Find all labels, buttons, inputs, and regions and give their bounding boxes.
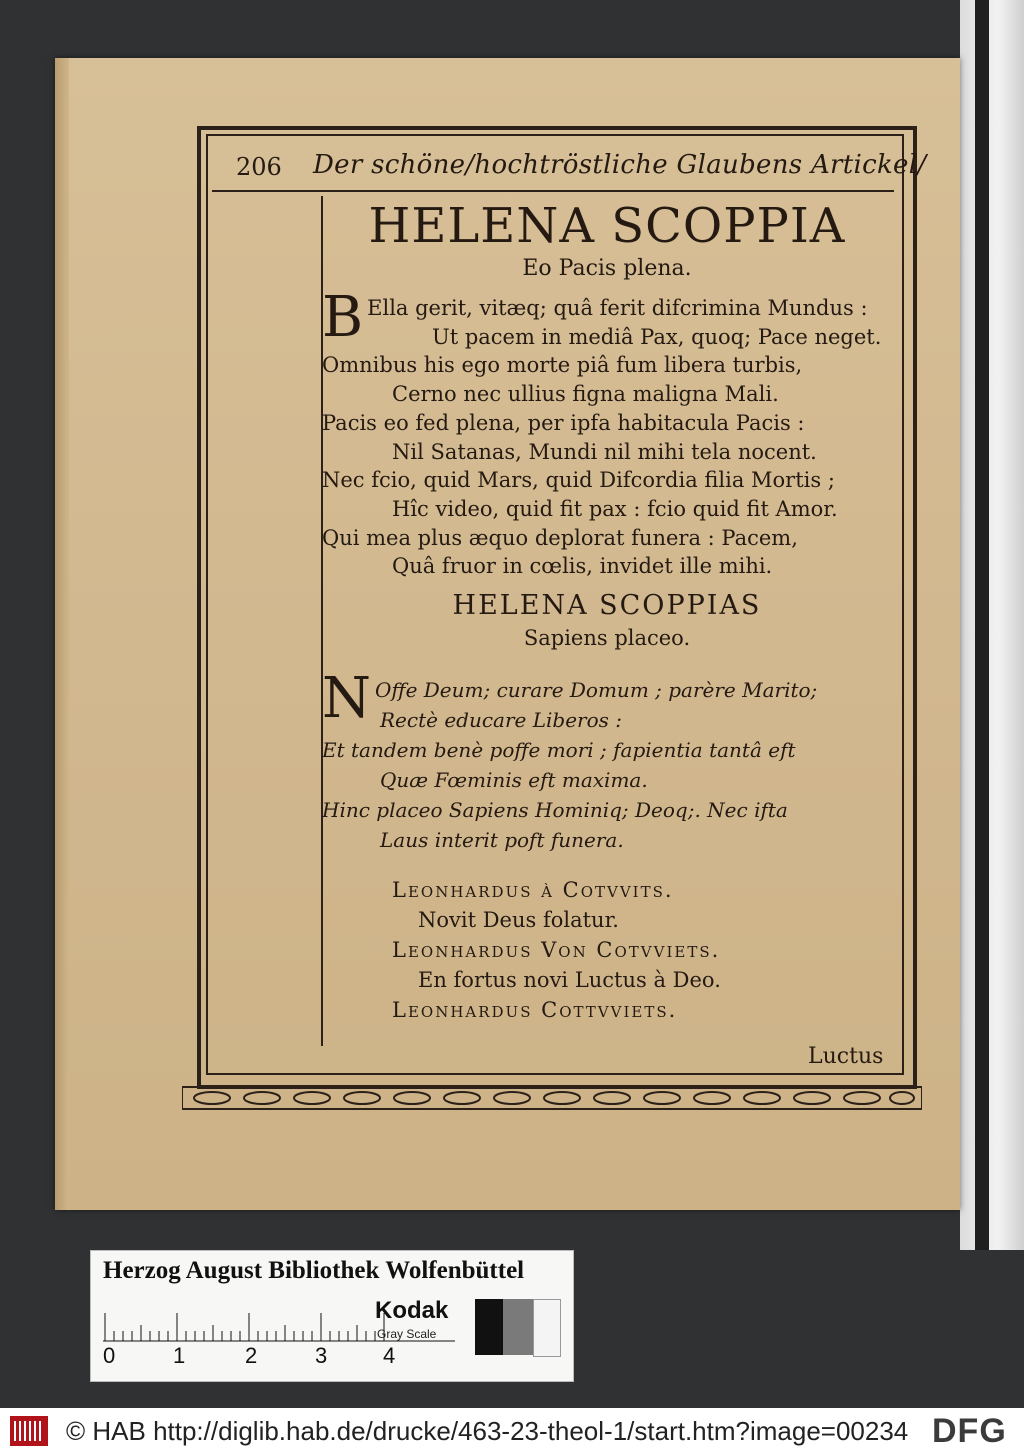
hab-logo-icon	[10, 1416, 48, 1446]
swatch-gray	[503, 1299, 533, 1355]
page-edge	[55, 58, 69, 1210]
footer-credit-link[interactable]: © HAB http://diglib.hab.de/drucke/463-23-theol-1/start.htm?image=00234	[66, 1416, 909, 1446]
running-head: Der schöne/hochtröstliche Glaubens Artickel/	[313, 150, 927, 180]
footer-bar	[0, 1408, 1024, 1455]
verse-line: Laus interit poft funera.	[380, 828, 624, 853]
verse-line: Et tandem benè poffe mori ; fapientia tantâ eft	[322, 738, 796, 763]
name-line: Leonhardus Von Cotvviets.	[392, 938, 721, 963]
verse-line: Nil Satanas, Mundi nil mihi tela nocent.	[392, 439, 817, 464]
dropcap-n: N	[322, 666, 371, 732]
verse-line: Omnibus his ego morte piâ fum libera turbis,	[322, 353, 803, 378]
ruler-number: 4	[383, 1343, 396, 1368]
verse-line: Hîc video, quid fit pax : fcio quid fit Amor.	[392, 496, 838, 521]
verse-line: Nec fcio, quid Mars, quid Difcordia filia Mortis ;	[322, 468, 835, 493]
swatch-black	[475, 1299, 503, 1355]
scale-card	[90, 1250, 574, 1382]
verse-line: Pacis eo fed plena, per ipfa habitacula Pacis :	[322, 410, 805, 435]
name-line: Leonhardus Cottvviets.	[392, 998, 678, 1023]
ruler-numbers	[91, 1343, 461, 1373]
dfg-logo: DFG	[932, 1412, 1007, 1450]
library-name: Herzog August Bibliothek Wolfenbüttel	[103, 1257, 525, 1284]
verse-block-1	[322, 285, 892, 581]
verse-line: Offe Deum; curare Domum ; parère Marito;	[375, 678, 818, 703]
title-helena-scoppia: HELENA SCOPPIA	[368, 198, 846, 254]
subtitle-sapiens: Sapiens placeo.	[523, 626, 691, 651]
verse-line: Quæ Fœminis eft maxima.	[380, 768, 648, 793]
verse-line: Ella gerit, vitæq; quâ ferit difcrimina Mundus :	[367, 296, 868, 320]
verse-line: Ut pacem in mediâ Pax, quoq; Pace neget.	[432, 324, 882, 349]
ruler-number: 1	[173, 1343, 186, 1368]
verse-block-2	[322, 666, 892, 855]
background-strip	[960, 0, 1024, 1250]
header-rule	[212, 190, 894, 192]
verse-line: Cerno nec ullius figna maligna Mali.	[392, 382, 779, 407]
ruler-number: 3	[315, 1343, 328, 1368]
page-content	[322, 196, 892, 1025]
ruler-number: 2	[245, 1343, 258, 1368]
grayscale-label: Gray Scale	[377, 1327, 437, 1341]
name-line: Novit Deus folatur.	[418, 908, 619, 933]
kodak-logo: Kodak	[375, 1297, 449, 1324]
subtitle-eo-pacis: Eo Pacis plena.	[522, 256, 692, 281]
verse-line: Qui mea plus æquo deplorat funera : Pacem,	[322, 525, 798, 550]
name-line: En fortus novi Luctus à Deo.	[418, 968, 721, 993]
dropcap-b: B	[322, 285, 364, 350]
verse-line: Hinc placeo Sapiens Hominiq; Deoq;. Nec ifta	[322, 798, 788, 823]
ornament-border-icon	[182, 1085, 922, 1111]
verse-line: Quâ fruor in cœlis, invidet ille mihi.	[392, 554, 773, 579]
ruler-number: 0	[103, 1343, 116, 1368]
name-line: Leonhardus à Cotvvits.	[392, 878, 674, 903]
title-helena-scoppias: HELENA SCOPPIAS	[452, 590, 762, 622]
anagram-names	[322, 875, 892, 1025]
background-strip-dark	[975, 0, 989, 1250]
catchword: Luctus	[808, 1044, 884, 1069]
page-number: 206	[236, 153, 282, 181]
verse-line: Rectè educare Liberos :	[380, 708, 623, 733]
swatch-white	[533, 1299, 561, 1357]
